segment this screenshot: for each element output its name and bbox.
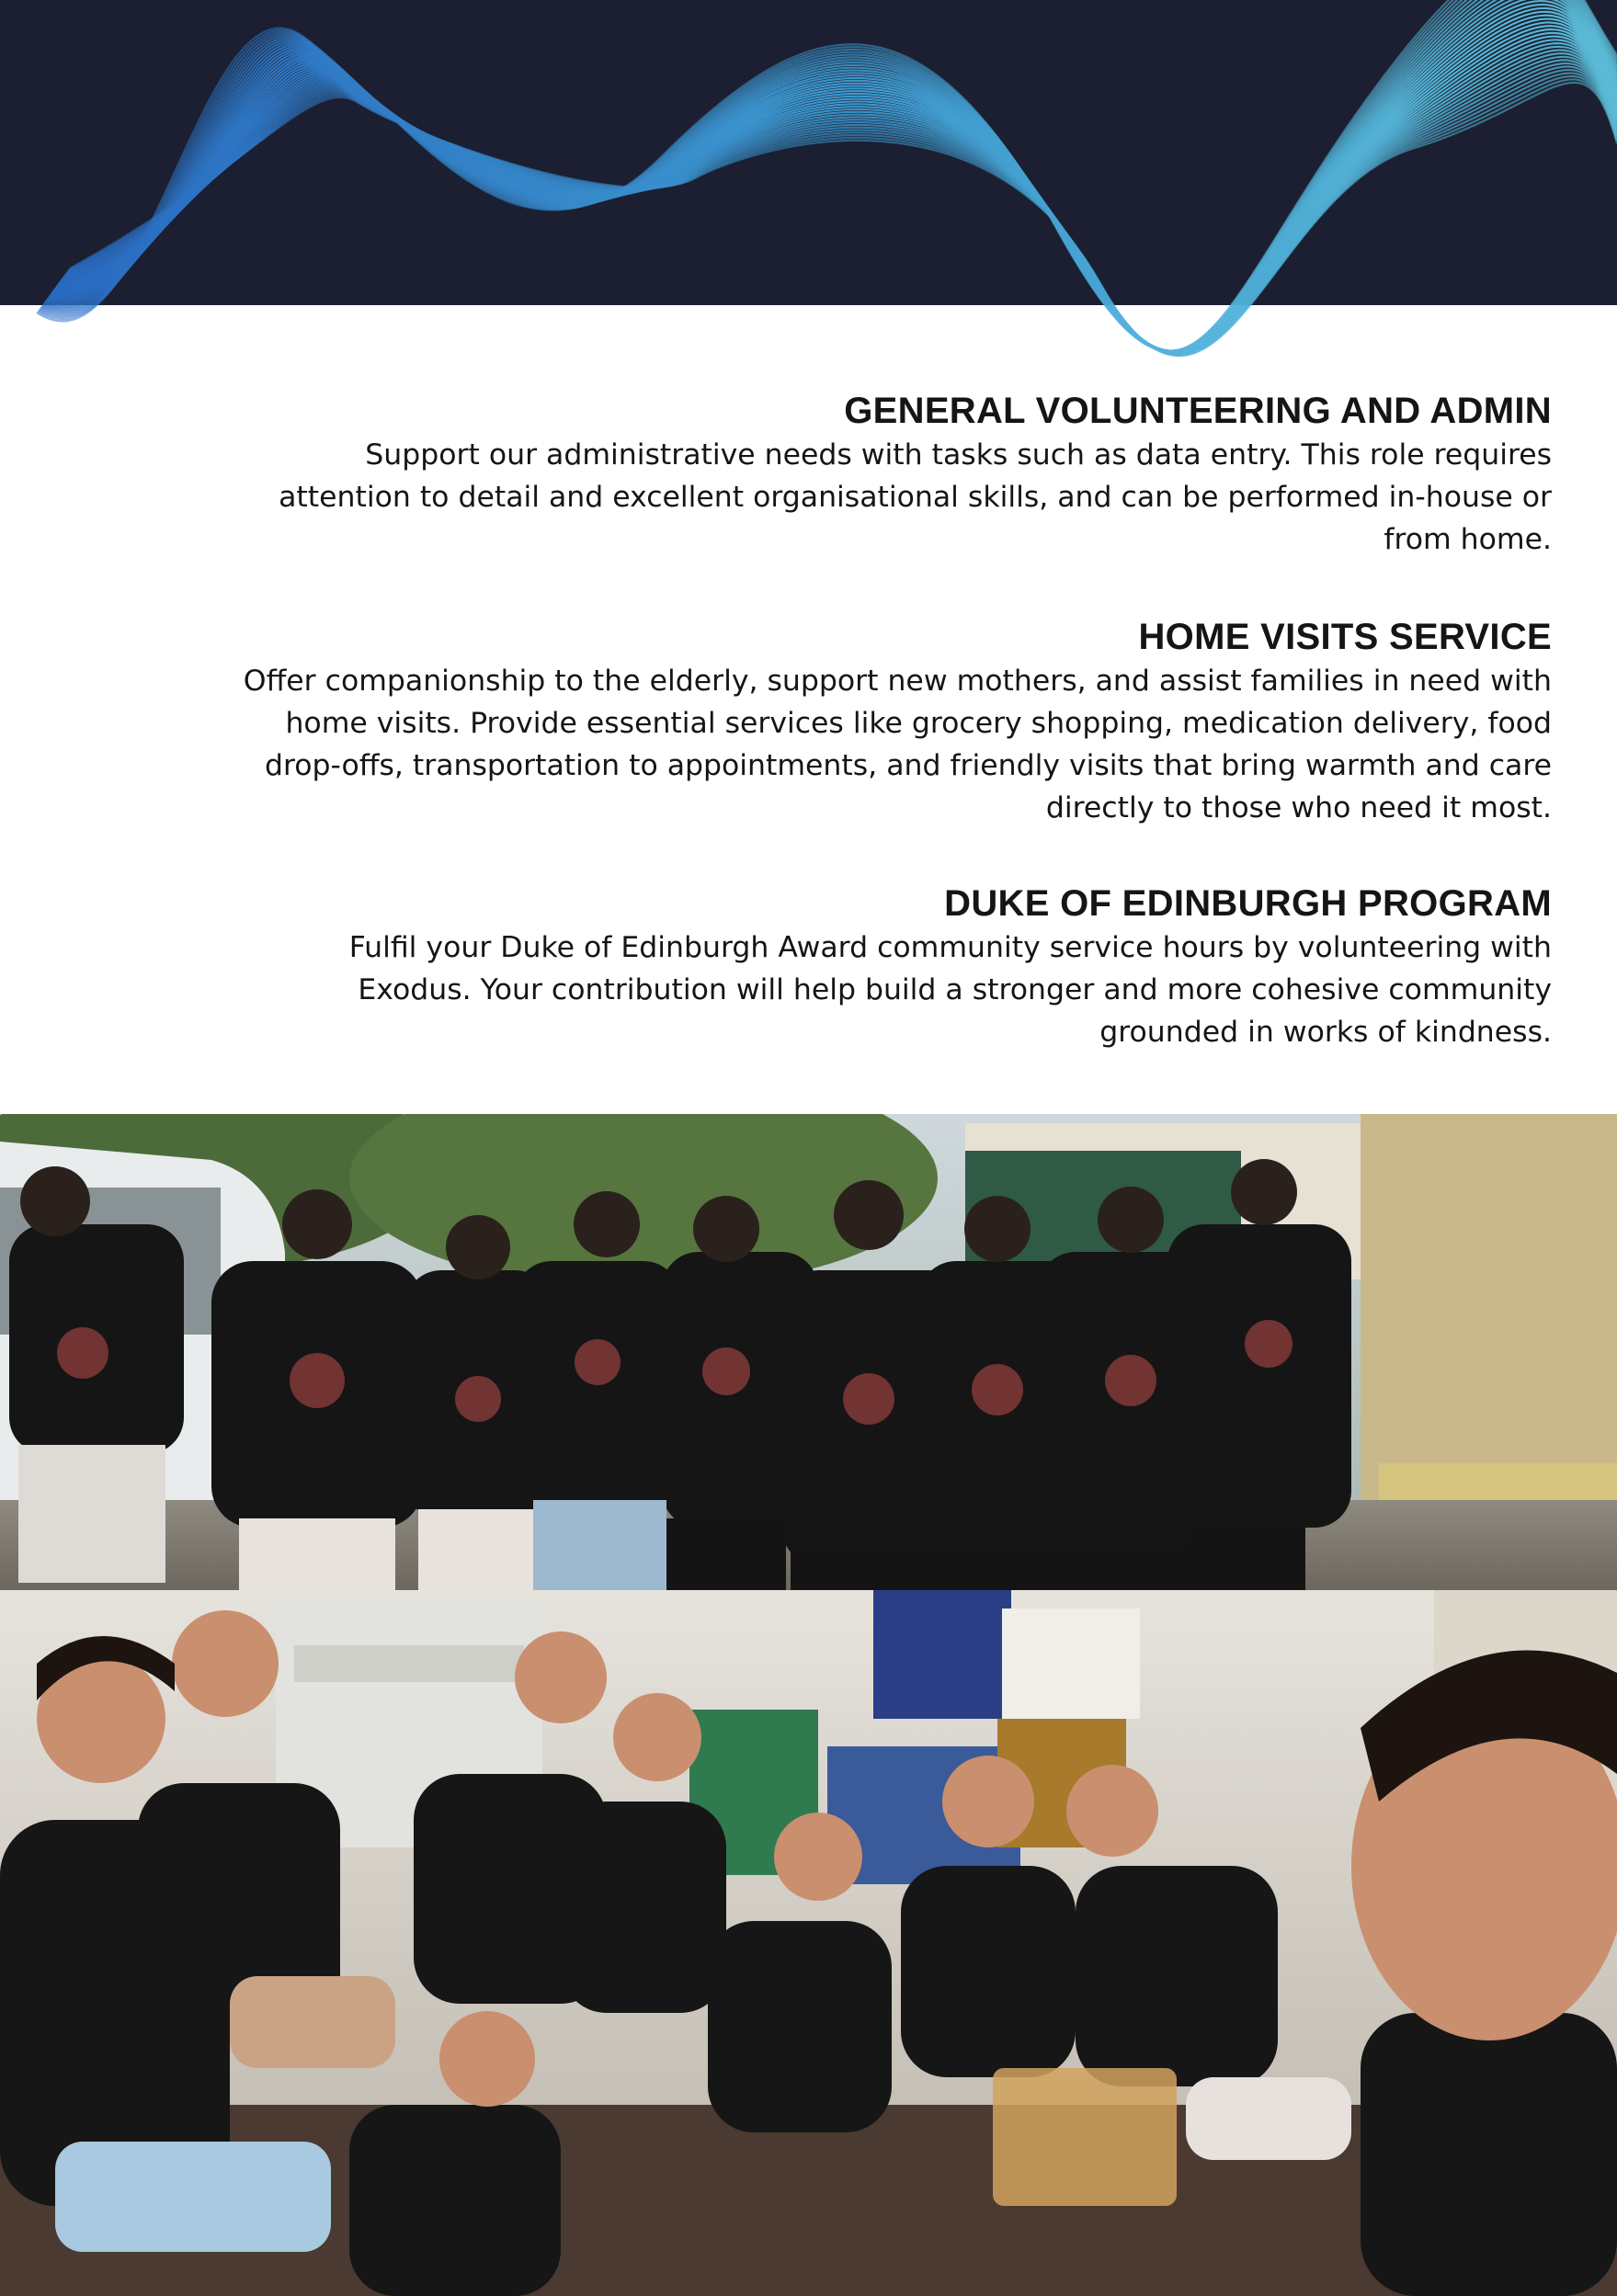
section-body: Offer companionship to the elderly, support new mothers, and assist families in need with home visits. Provide essential services like grocery shopping, medication delivery, food drop-offs, transportation to appointments, and friendly visits that bring warmth and care directly to those who need it most. [243, 665, 1552, 824]
section-general-volunteering [173, 388, 1552, 561]
wave-line [47, 0, 1617, 351]
section-title: HOME VISITS SERVICE [1138, 617, 1552, 657]
section-title: GENERAL VOLUNTEERING AND ADMIN [844, 391, 1552, 431]
wave-line [46, 0, 1617, 351]
photo-volunteers-selfie [0, 1590, 1617, 2296]
wave-line [45, 0, 1617, 351]
section-body: Support our administrative needs with tasks such as data entry. This role requires attention to detail and excellent organisational skills, and can be performed in-house or from home. [279, 438, 1552, 556]
wave-ribbon-graphic [0, 0, 1617, 368]
section-duke-of-edinburgh [173, 881, 1552, 1053]
section-title: DUKE OF EDINBURGH PROGRAM [944, 883, 1552, 924]
header-wave-banner [0, 0, 1617, 368]
section-body: Fulfil your Duke of Edinburgh Award community service hours by volunteering with Exodus. Your contribution will help build a stronger and more cohesive community grounded in works of kindness. [348, 931, 1552, 1049]
section-home-visits [173, 614, 1552, 829]
photo-volunteers-outdoors [0, 1114, 1617, 1590]
